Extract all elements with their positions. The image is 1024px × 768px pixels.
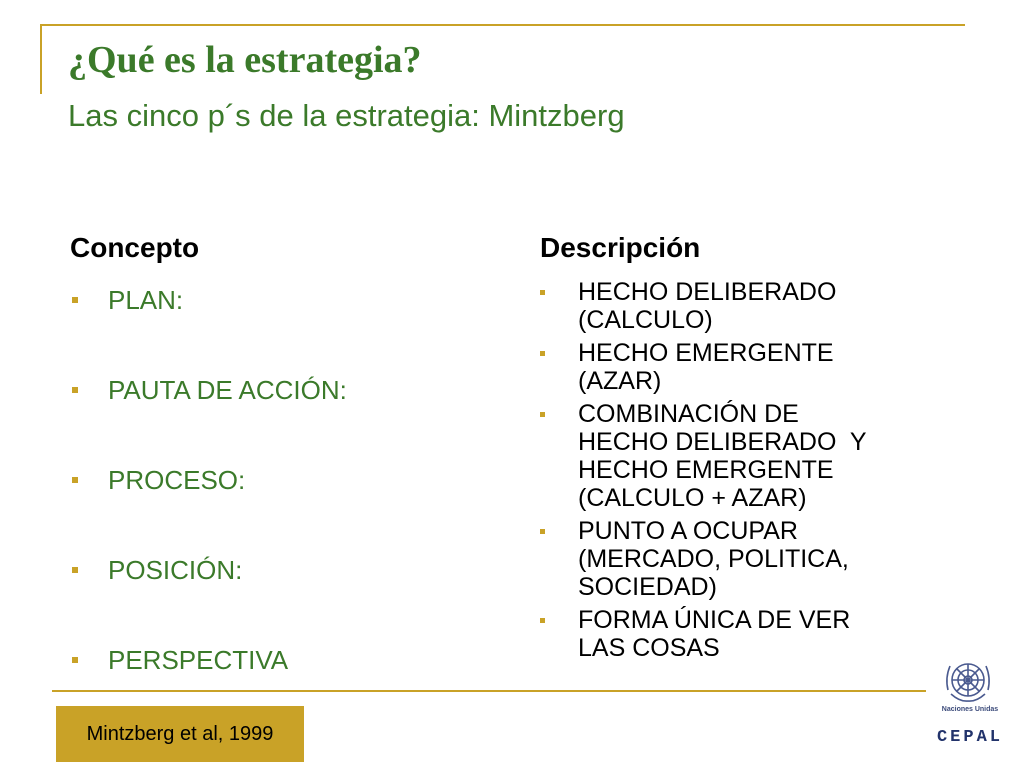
concept-list <box>70 282 510 732</box>
concept-label: PAUTA DE ACCIÓN: <box>108 375 347 405</box>
concept-item <box>70 462 510 552</box>
bullet-icon <box>72 657 78 663</box>
cepal-logo-text: CEPAL <box>936 728 1003 747</box>
concept-label: PROCESO: <box>108 465 246 495</box>
bullet-icon <box>540 412 545 417</box>
description-line: HECHO DELIBERADO <box>578 278 837 306</box>
description-line: (MERCADO, POLITICA, <box>578 545 849 573</box>
concept-item <box>70 372 510 462</box>
description-line: COMBINACIÓN DE <box>578 400 799 428</box>
description-item <box>538 278 958 334</box>
bullet-icon <box>540 618 545 623</box>
slide-title: ¿Qué es la estrategia? <box>68 39 422 81</box>
description-line: (CALCULO + AZAR) <box>578 484 807 512</box>
citation-text: Mintzberg et al, 1999 <box>86 722 274 745</box>
description-list <box>538 278 958 667</box>
top-rule <box>40 24 965 26</box>
description-item <box>538 339 958 395</box>
bullet-icon <box>540 290 545 295</box>
description-line: FORMA ÚNICA DE VER <box>578 606 851 634</box>
un-label: Naciones Unidas <box>941 706 999 713</box>
slide-subtitle: Las cinco p´s de la estrategia: Mintzberg <box>68 98 625 133</box>
description-line: SOCIEDAD) <box>578 573 717 601</box>
bullet-icon <box>72 387 78 393</box>
concept-label: POSICIÓN: <box>108 555 243 585</box>
description-line: (CALCULO) <box>578 306 713 334</box>
description-item <box>538 606 958 662</box>
un-emblem-icon <box>942 654 994 706</box>
description-line: HECHO EMERGENTE <box>578 456 834 484</box>
description-item <box>538 517 958 601</box>
description-heading: Descripción <box>540 232 701 263</box>
left-rule <box>40 24 42 94</box>
description-line: HECHO DELIBERADO Y <box>578 428 867 456</box>
bullet-icon <box>72 477 78 483</box>
description-line: LAS COSAS <box>578 634 720 662</box>
concept-label: PLAN: <box>108 285 184 315</box>
concept-item <box>70 282 510 372</box>
concept-heading: Concepto <box>70 232 200 263</box>
description-line: PUNTO A OCUPAR <box>578 517 798 545</box>
description-item <box>538 400 958 512</box>
bottom-rule <box>52 690 926 692</box>
description-line: HECHO EMERGENTE <box>578 339 834 367</box>
citation-box <box>56 706 304 762</box>
description-line: (AZAR) <box>578 367 662 395</box>
bullet-icon <box>72 567 78 573</box>
bullet-icon <box>540 529 545 534</box>
concept-label: PERSPECTIVA <box>108 645 289 675</box>
concept-item <box>70 552 510 642</box>
bullet-icon <box>540 351 545 356</box>
bullet-icon <box>72 297 78 303</box>
